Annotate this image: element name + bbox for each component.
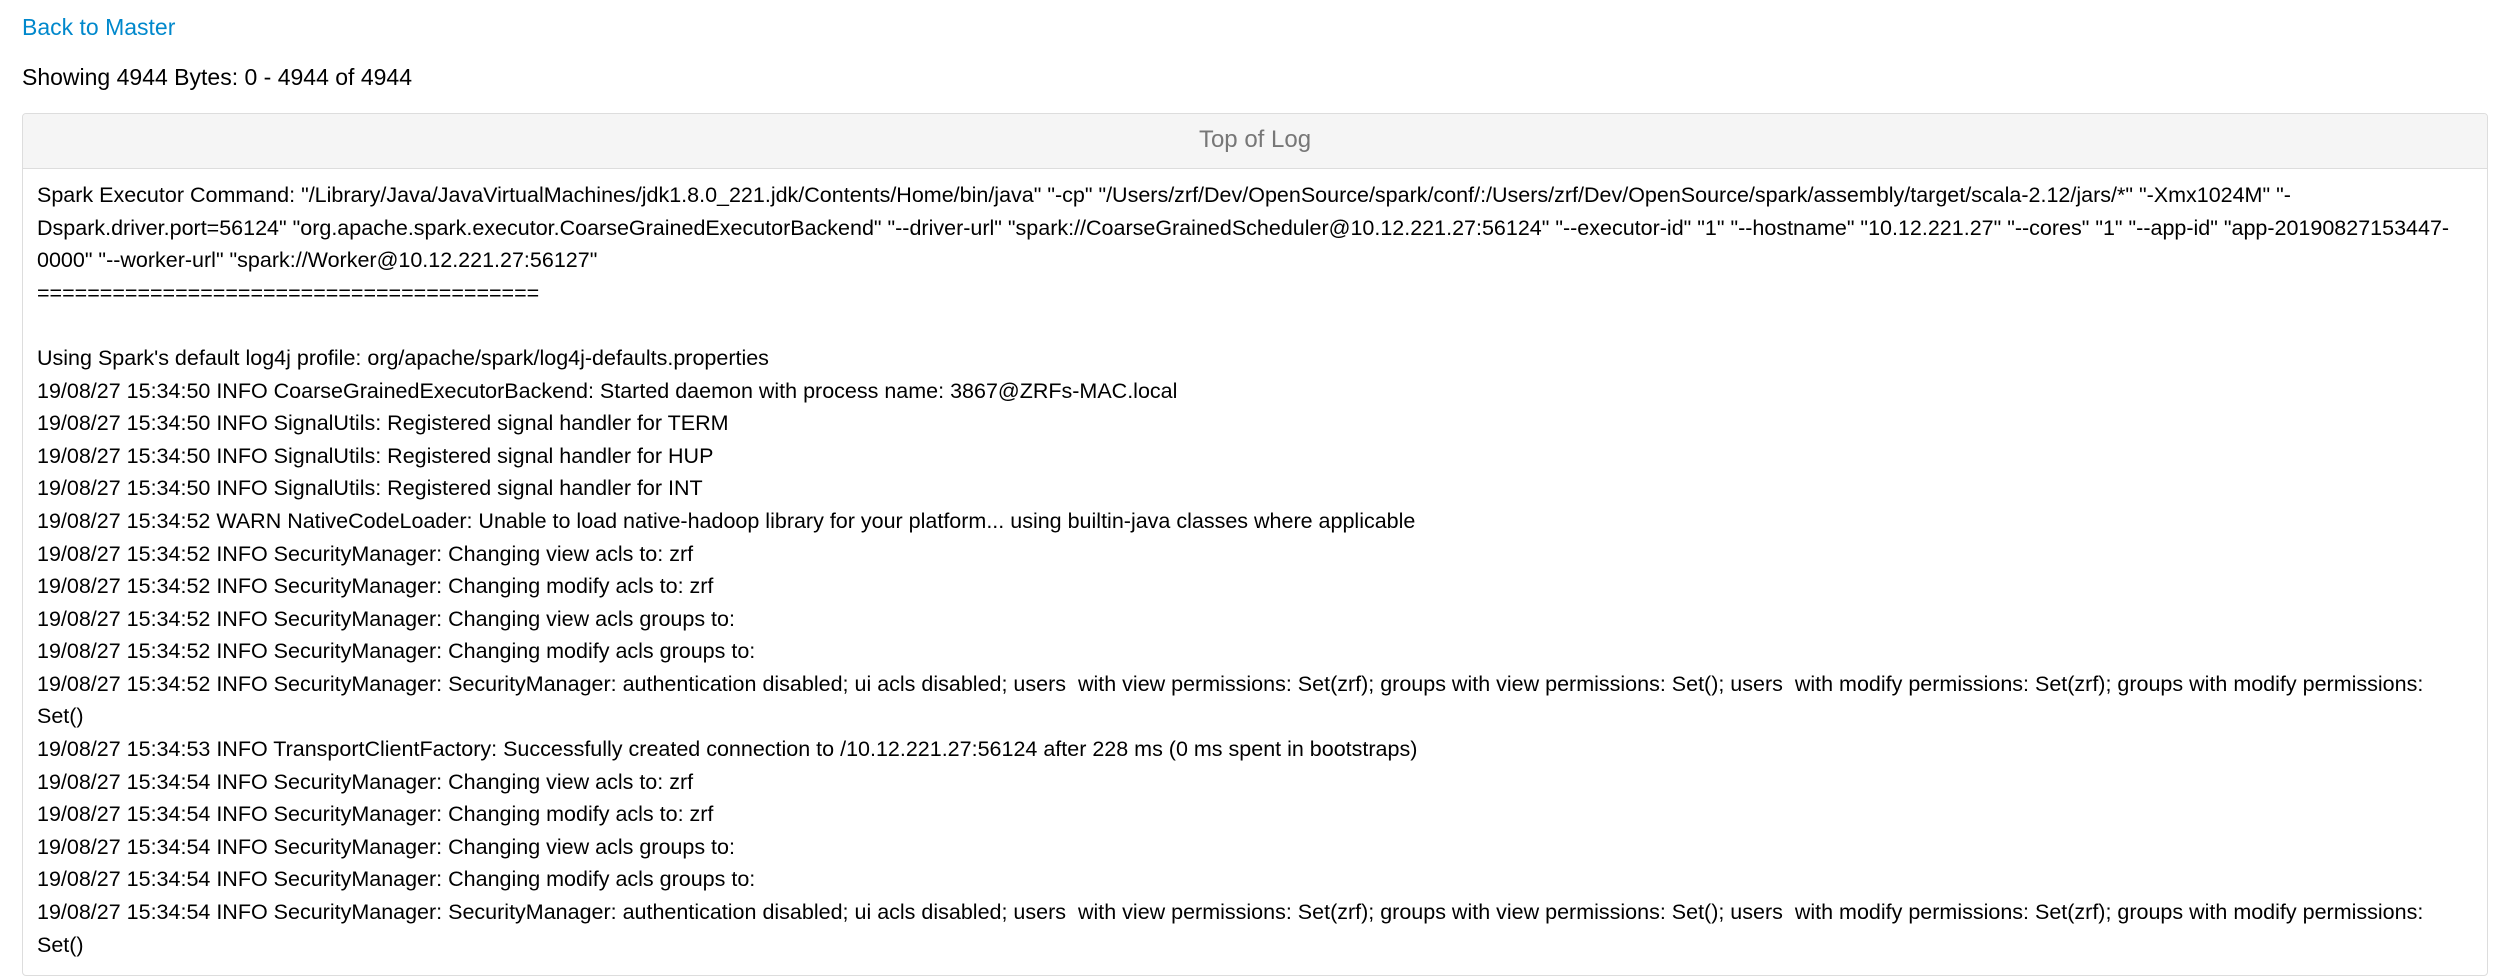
log-line: ======================================== <box>37 280 540 305</box>
log-panel <box>22 113 2488 976</box>
log-line: 19/08/27 15:34:52 INFO SecurityManager: Changing modify acls groups to: <box>37 639 756 664</box>
showing-bytes-status: Showing 4944 Bytes: 0 - 4944 of 4944 <box>22 63 413 90</box>
log-line: 19/08/27 15:34:50 INFO SignalUtils: Registered signal handler for HUP <box>37 443 714 468</box>
log-line: 19/08/27 15:34:54 INFO SecurityManager: SecurityManager: authentication disabled; ui acls disabled; users with view permissions: Set(zrf); groups with view permissions: Set(); users with modify permissions: Set(zrf); groups with modify permissions: Set() <box>37 900 2430 957</box>
log-line: Spark Executor Command: "/Library/Java/JavaVirtualMachines/jdk1.8.0_221.jdk/Contents/Home/bin/java" "-cp" "/Users/zrf/Dev/OpenSource/spark/conf/:/Users/zrf/Dev/OpenSource/spark/assembly/target/scala-2.12/jars/*" "-Xmx1024M" "-Dspark.driver.port=56124" "org.apache.spark.executor.CoarseGrainedExecutorBackend" "--driver-url" "spark://CoarseGrainedScheduler@10.12.221.27:56124" "--executor-id" "1" "--hostname" "10.12.221.27" "--cores" "1" "--app-id" "app-20190827153447-0000" "--worker-url" "spark://Worker@10.12.221.27:56127" <box>37 182 2450 273</box>
log-line: 19/08/27 15:34:54 INFO SecurityManager: Changing view acls to: zrf <box>37 769 694 794</box>
back-to-master-link[interactable]: Back to Master <box>22 14 176 40</box>
log-line: Using Spark's default log4j profile: org/apache/spark/log4j-defaults.properties <box>37 345 769 370</box>
log-line: 19/08/27 15:34:54 INFO SecurityManager: Changing modify acls to: zrf <box>37 802 714 827</box>
log-line: 19/08/27 15:34:54 INFO SecurityManager: Changing modify acls groups to: <box>37 867 756 892</box>
log-line: 19/08/27 15:34:52 INFO SecurityManager: SecurityManager: authentication disabled; ui acls disabled; users with view permissions: Set(zrf); groups with view permissions: Set(); users with modify permissions: Set(zrf); groups with modify permissions: Set() <box>37 671 2430 729</box>
log-line: 19/08/27 15:34:54 INFO SecurityManager: Changing view acls groups to: <box>37 834 735 859</box>
log-panel-title: Top of Log <box>23 114 2487 169</box>
log-line: 19/08/27 15:34:53 INFO TransportClientFactory: Successfully created connection to /10.12.221.27:56124 after 228 ms (0 ms spent in bootstraps) <box>37 737 1418 762</box>
log-line: 19/08/27 15:34:52 INFO SecurityManager: Changing view acls groups to: <box>37 606 735 631</box>
log-line: 19/08/27 15:34:52 INFO SecurityManager: Changing view acls to: zrf <box>37 541 694 566</box>
log-line: 19/08/27 15:34:52 INFO SecurityManager: Changing modify acls to: zrf <box>37 574 714 599</box>
log-line: 19/08/27 15:34:50 INFO CoarseGrainedExecutorBackend: Started daemon with process name: 3867@ZRFs-MAC.local <box>37 378 1178 403</box>
log-content[interactable] <box>23 169 2487 975</box>
log-line: 19/08/27 15:34:50 INFO SignalUtils: Registered signal handler for TERM <box>37 411 729 436</box>
log-line: 19/08/27 15:34:52 WARN NativeCodeLoader: Unable to load native-hadoop library for your platform... using builtin-java classes where applicable <box>37 508 1416 533</box>
log-line: 19/08/27 15:34:50 INFO SignalUtils: Registered signal handler for INT <box>37 476 703 501</box>
log-line <box>37 309 2473 342</box>
